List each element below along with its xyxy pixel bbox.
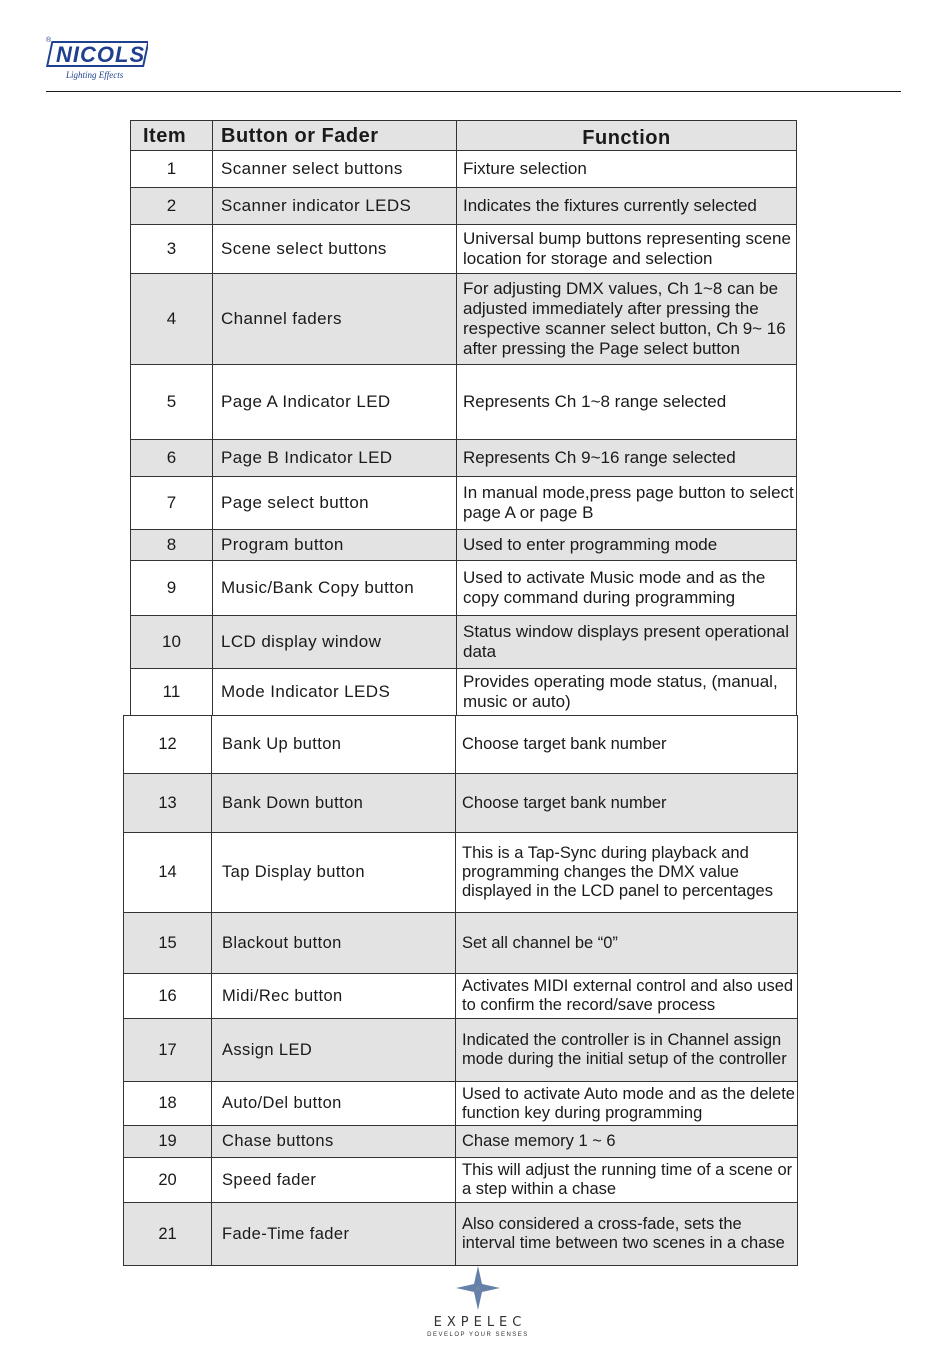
button-name: Scene select buttons: [213, 225, 457, 274]
button-name: Channel faders: [213, 274, 457, 365]
button-name: Assign LED: [212, 1019, 456, 1082]
button-name: Midi/Rec button: [212, 974, 456, 1019]
column-header-button-or-fader: Button or Fader: [213, 121, 457, 151]
item-number: 10: [131, 616, 213, 669]
star-icon: [420, 1262, 536, 1312]
item-number: 20: [124, 1158, 212, 1203]
item-number: 7: [131, 477, 213, 530]
item-number: 4: [131, 274, 213, 365]
button-name: Bank Down button: [212, 774, 456, 833]
expelec-logo: [420, 1262, 536, 1342]
header-divider: [46, 91, 901, 92]
button-name: Music/Bank Copy button: [213, 561, 457, 616]
table-row: [131, 188, 797, 225]
table-row: [124, 1126, 798, 1158]
button-name: Chase buttons: [212, 1126, 456, 1158]
table-row: [124, 774, 798, 833]
function-text: For adjusting DMX values, Ch 1~8 can be adjusted immediately after pressing the respective scanner select button, Ch 9~ 16 after pressing the Page select button: [457, 274, 797, 365]
function-text: Represents Ch 9~16 range selected: [457, 440, 797, 477]
item-number: 19: [124, 1126, 212, 1158]
table-row: [124, 716, 798, 774]
function-text: This is a Tap-Sync during playback and programming changes the DMX value displayed in the LCD panel to percentages: [456, 833, 798, 913]
function-text: Status window displays present operational data: [457, 616, 797, 669]
item-number: 16: [124, 974, 212, 1019]
button-name: Mode Indicator LEDS: [213, 669, 457, 716]
table-row: [124, 1082, 798, 1126]
table-row: [131, 225, 797, 274]
function-text: In manual mode,press page button to select page A or page B: [457, 477, 797, 530]
column-header-item: Item: [131, 121, 213, 151]
item-number: 5: [131, 365, 213, 440]
button-name: Scanner indicator LEDS: [213, 188, 457, 225]
function-text: Choose target bank number: [456, 774, 798, 833]
table-row: [124, 833, 798, 913]
table-row: [131, 530, 797, 561]
button-name: Scanner select buttons: [213, 151, 457, 188]
button-name: Page B Indicator LED: [213, 440, 457, 477]
table-row: [124, 974, 798, 1019]
item-number: 9: [131, 561, 213, 616]
item-number: 21: [124, 1203, 212, 1266]
nicols-logo: [44, 34, 148, 84]
logo-text: NICOLS: [56, 42, 146, 67]
button-name: Blackout button: [212, 913, 456, 974]
item-number: 1: [131, 151, 213, 188]
table-row: [131, 365, 797, 440]
buttons-table-bottom: [123, 715, 798, 1266]
function-text: Represents Ch 1~8 range selected: [457, 365, 797, 440]
button-name: Fade-Time fader: [212, 1203, 456, 1266]
column-header-function: Function: [457, 121, 797, 151]
function-text: Indicated the controller is in Channel assign mode during the initial setup of the controller: [456, 1019, 798, 1082]
table-row: [124, 1203, 798, 1266]
registered-mark: ®: [46, 37, 52, 44]
buttons-table-top: [130, 120, 797, 716]
function-text: Also considered a cross-fade, sets the interval time between two scenes in a chase: [456, 1203, 798, 1266]
function-text: Choose target bank number: [456, 716, 798, 774]
table-row: [124, 1158, 798, 1203]
button-name: LCD display window: [213, 616, 457, 669]
button-name: Page A Indicator LED: [213, 365, 457, 440]
table-row: [131, 616, 797, 669]
table-row: [131, 151, 797, 188]
logo-subtext: Lighting Effects: [66, 70, 124, 80]
item-number: 2: [131, 188, 213, 225]
function-text: This will adjust the running time of a scene or a step within a chase: [456, 1158, 798, 1203]
item-number: 13: [124, 774, 212, 833]
function-text: Used to activate Auto mode and as the delete function key during programming: [456, 1082, 798, 1126]
button-name: Page select button: [213, 477, 457, 530]
function-text: Indicates the fixtures currently selected: [457, 188, 797, 225]
item-number: 14: [124, 833, 212, 913]
table-row: [124, 1019, 798, 1082]
item-number: 6: [131, 440, 213, 477]
table-row: [131, 440, 797, 477]
brand-tagline: DEVELOP YOUR SENSES: [427, 1332, 529, 1338]
table-header-row: [131, 121, 797, 151]
item-number: 8: [131, 530, 213, 561]
function-text: Universal bump buttons representing scene location for storage and selection: [457, 225, 797, 274]
function-text: Fixture selection: [457, 151, 797, 188]
button-name: Tap Display button: [212, 833, 456, 913]
table-row: [131, 274, 797, 365]
button-name: Speed fader: [212, 1158, 456, 1203]
function-text: Activates MIDI external control and also used to confirm the record/save process: [456, 974, 798, 1019]
brand-name: EXPELEC: [433, 1315, 527, 1330]
item-number: 18: [124, 1082, 212, 1126]
item-number: 11: [131, 669, 213, 716]
function-text: Used to activate Music mode and as the copy command during programming: [457, 561, 797, 616]
function-text: Used to enter programming mode: [457, 530, 797, 561]
table-row: [124, 913, 798, 974]
table-row: [131, 477, 797, 530]
function-text: Chase memory 1 ~ 6: [456, 1126, 798, 1158]
function-text: Provides operating mode status, (manual, music or auto): [457, 669, 797, 716]
item-number: 3: [131, 225, 213, 274]
table-row: [131, 561, 797, 616]
item-number: 12: [124, 716, 212, 774]
item-number: 15: [124, 913, 212, 974]
table-row: [131, 669, 797, 716]
function-text: Set all channel be “0”: [456, 913, 798, 974]
button-name: Bank Up button: [212, 716, 456, 774]
item-number: 17: [124, 1019, 212, 1082]
button-name: Program button: [213, 530, 457, 561]
button-name: Auto/Del button: [212, 1082, 456, 1126]
